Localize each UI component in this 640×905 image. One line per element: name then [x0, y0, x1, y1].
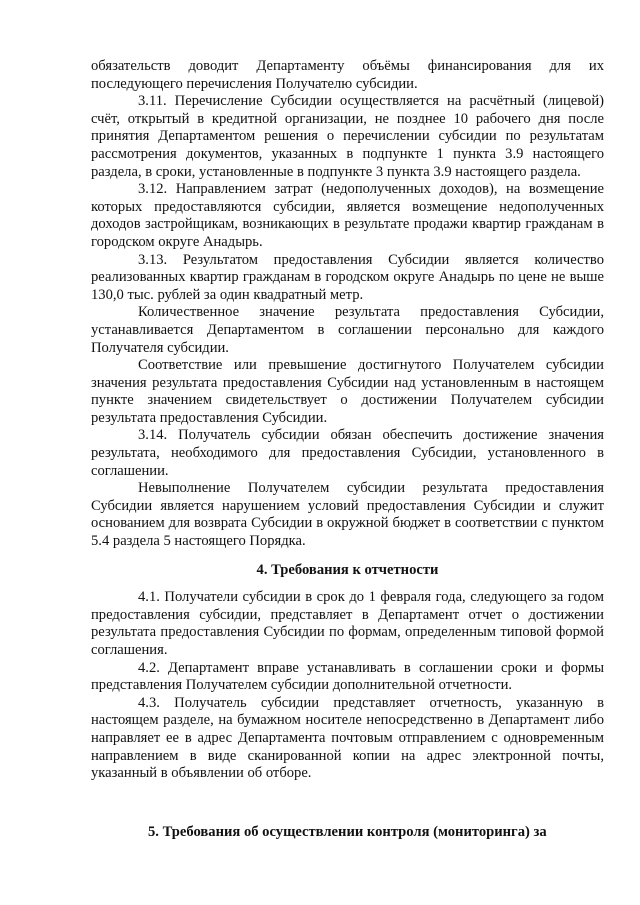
paragraph-3-12: 3.12. Направлением затрат (недополученных доходов), на возмещение которых предоставляются субсидии, является возмещение недополученных доходов застройщикам, возникающих в результате продажи квартир гражданам в городском округе Анадырь. [91, 181, 604, 250]
paragraph-4-3: 4.3. Получатель субсидии представляет отчетность, указанную в настоящем разделе, на бумажном носителе непосредственно в Департамент либо направляет ее в адрес Департамента почтовым отправлением с одновременным направлением в виде сканированной копии на адрес электронной почты, указанный в объявлении об отборе. [91, 694, 604, 782]
paragraph-3-11: 3.11. Перечисление Субсидии осуществляется на расчётный (лицевой) счёт, открытый в кредитной организации, не позднее 10 рабочего дня после принятия Департаментом решения о перечислении субсидии по результатам рассмотрения документов, указанных в подпункте 1 пункта 3.9 настоящего раздела, в сроки, установленные в подпункте 3 пункта 3.9 настоящего раздела. [91, 93, 604, 180]
section-4-heading: 4. Требования к отчетности [256, 561, 439, 578]
paragraph-4-1: 4.1. Получатели субсидии в срок до 1 февраля года, следующего за годом предоставления субсидии, представляет в Департамент отчет о достижении результата предоставления Субсидии по формам, определенным типовой формой соглашения. [91, 589, 604, 658]
paragraph-continuation: обязательств доводит Департаменту объёмы финансирования для их последующего перечисления Получателю субсидии. [91, 58, 604, 92]
paragraph-3-13: 3.13. Результатом предоставления Субсидии является количество реализованных квартир гражданам в городском округе Анадырь по цене не выше 130,0 тыс. рублей за один квадратный метр. [91, 251, 604, 303]
section-5-heading: 5. Требования об осуществлении контроля (мониторинга) за [148, 823, 547, 840]
paragraph-4-2: 4.2. Департамент вправе устанавливать в соглашении сроки и формы представления Получателем субсидии дополнительной отчетности. [91, 659, 604, 694]
paragraph-3-13-quantity: Количественное значение результата предоставления Субсидии, устанавливается Департаментом в соглашении персонально для каждого Получателя субсидии. [91, 304, 604, 356]
paragraph-3-13-compliance: Соответствие или превышение достигнутого Получателем субсидии значения результата предоставления Субсидии над установленным в настоящем пункте значением свидетельствует о достижении Получателем субсидии результата предоставления Субсидии. [91, 357, 604, 426]
paragraph-3-14-nonfulfillment: Невыполнение Получателем субсидии результата предоставления Субсидии является нарушением условий предоставления Субсидии и служит основанием для возврата Субсидии в окружной бюджет в соответствии с пунктом 5.4 раздела 5 настоящего Порядка. [91, 480, 604, 550]
paragraph-3-14: 3.14. Получатель субсидии обязан обеспечить достижение значения результата, необходимого для предоставления Субсидии, установленного в соглашении. [91, 427, 604, 479]
